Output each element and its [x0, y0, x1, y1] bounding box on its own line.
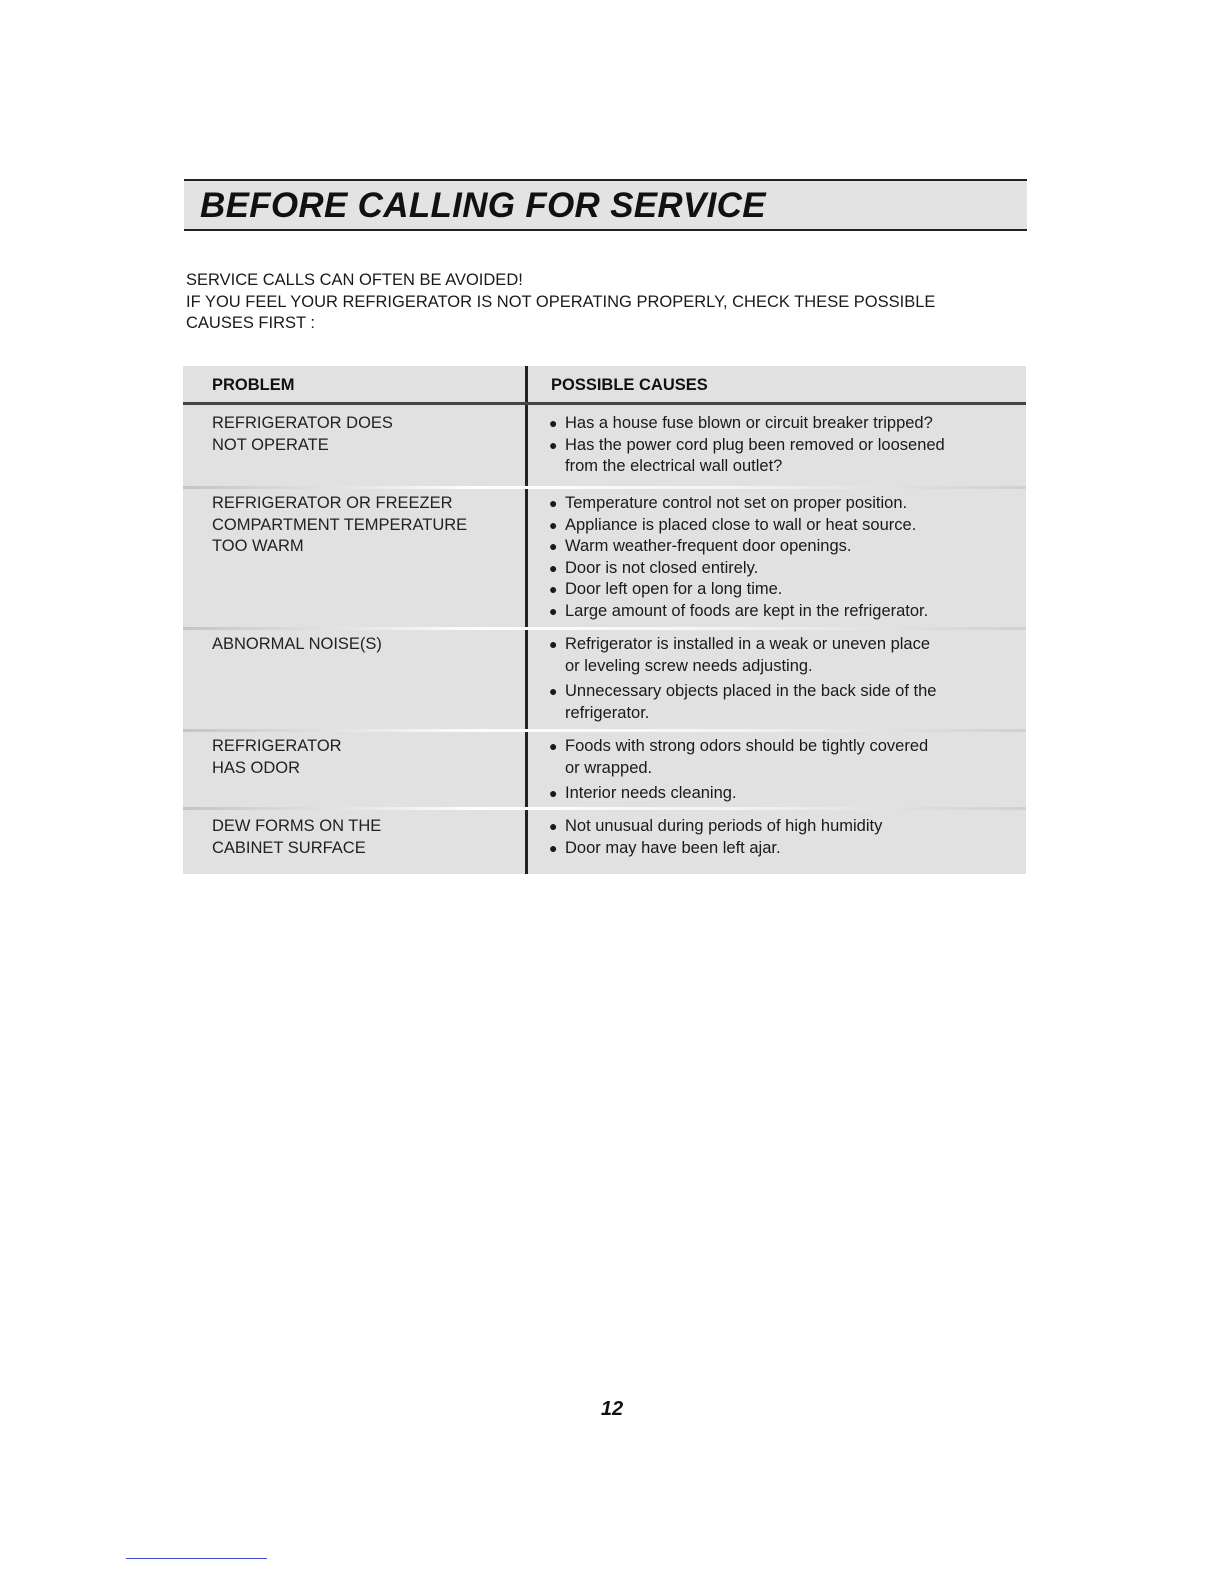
page-title: BEFORE CALLING FOR SERVICE	[200, 186, 766, 225]
problem-cell	[212, 736, 342, 779]
intro-line: CAUSES FIRST :	[186, 314, 315, 332]
column-divider	[525, 366, 528, 874]
cause-item: ● Door is not closed entirely.	[549, 558, 928, 580]
problem-line: NOT OPERATE	[212, 435, 329, 454]
problem-cell	[212, 493, 467, 558]
problem-line: COMPARTMENT TEMPERATURE	[212, 515, 468, 534]
cause-item: ● Has the power cord plug been removed or loosened	[549, 435, 945, 457]
problem-cell	[212, 634, 382, 656]
bullet-icon: ●	[549, 683, 558, 699]
cause-continuation: refrigerator.	[565, 703, 650, 722]
bullet-icon: ●	[549, 738, 558, 754]
problem-line: REFRIGERATOR OR FREEZER	[212, 494, 453, 512]
cause-item: ● Has a house fuse blown or circuit breaker tripped?	[549, 413, 945, 435]
cause-continuation: or wrapped.	[565, 758, 653, 777]
problem-line: REFRIGERATOR DOES	[212, 414, 393, 432]
problem-line: TOO WARM	[212, 537, 304, 555]
problem-cell	[212, 413, 393, 456]
problem-line: HAS ODOR	[212, 758, 301, 777]
bullet-icon: ●	[549, 538, 558, 554]
cause-item: ● Unnecessary objects placed in the back side of the	[549, 681, 936, 703]
footer-rule	[126, 1558, 267, 1559]
cause-item: ● Warm weather-frequent door openings.	[549, 536, 928, 558]
bullet-icon: ●	[549, 581, 558, 597]
cause-item: ● Appliance is placed close to wall or heat source.	[549, 515, 928, 537]
troubleshooting-table	[183, 366, 1026, 874]
causes-cell	[549, 493, 928, 622]
bullet-icon: ●	[549, 495, 558, 511]
causes-cell	[549, 413, 945, 478]
cause-item: ● Interior needs cleaning.	[549, 783, 928, 805]
problem-line: CABINET SURFACE	[212, 838, 366, 857]
cause-item: ● Foods with strong odors should be tightly covered	[549, 736, 928, 758]
bullet-icon: ●	[549, 636, 558, 652]
intro-line: SERVICE CALLS CAN OFTEN BE AVOIDED!	[186, 271, 523, 289]
bullet-icon: ●	[549, 415, 558, 431]
header-problem: PROBLEM	[212, 376, 295, 394]
row-divider	[183, 486, 1026, 489]
header-divider	[183, 402, 1026, 405]
bullet-icon: ●	[549, 602, 558, 619]
row-divider	[183, 627, 1026, 630]
cause-continuation: from the electrical wall outlet?	[565, 457, 783, 475]
cause-continuation: or leveling screw needs adjusting.	[565, 656, 813, 675]
cause-item: ● Not unusual during periods of high humidity	[549, 816, 882, 838]
title-band	[184, 179, 1027, 231]
bullet-icon: ●	[549, 436, 558, 453]
header-possible-causes: POSSIBLE CAUSES	[551, 376, 708, 394]
problem-cell	[212, 816, 381, 859]
bullet-icon: ●	[549, 516, 558, 533]
bullet-icon: ●	[549, 785, 558, 801]
cause-item: ● Large amount of foods are kept in the refrigerator.	[549, 601, 928, 623]
problem-line: ABNORMAL NOISE(S)	[212, 635, 382, 653]
page-number: 12	[600, 1398, 624, 1420]
cause-item: ● Temperature control not set on proper position.	[549, 493, 928, 515]
causes-cell	[549, 816, 882, 859]
bullet-icon: ●	[549, 818, 558, 834]
intro-text	[186, 270, 1026, 335]
cause-item: ● Refrigerator is installed in a weak or uneven place	[549, 634, 936, 656]
problem-line: DEW FORMS ON THE	[212, 817, 382, 835]
bullet-icon: ●	[549, 839, 558, 856]
cause-item: ● Door left open for a long time.	[549, 579, 928, 601]
causes-cell	[549, 736, 928, 805]
cause-item: ● Door may have been left ajar.	[549, 838, 882, 860]
bullet-icon: ●	[549, 559, 558, 576]
row-divider	[183, 729, 1026, 732]
row-divider	[183, 807, 1026, 810]
problem-line: REFRIGERATOR	[212, 737, 342, 755]
causes-cell	[549, 634, 936, 724]
intro-line: IF YOU FEEL YOUR REFRIGERATOR IS NOT OPERATING PROPERLY, CHECK THESE POSSIBLE	[186, 292, 936, 311]
